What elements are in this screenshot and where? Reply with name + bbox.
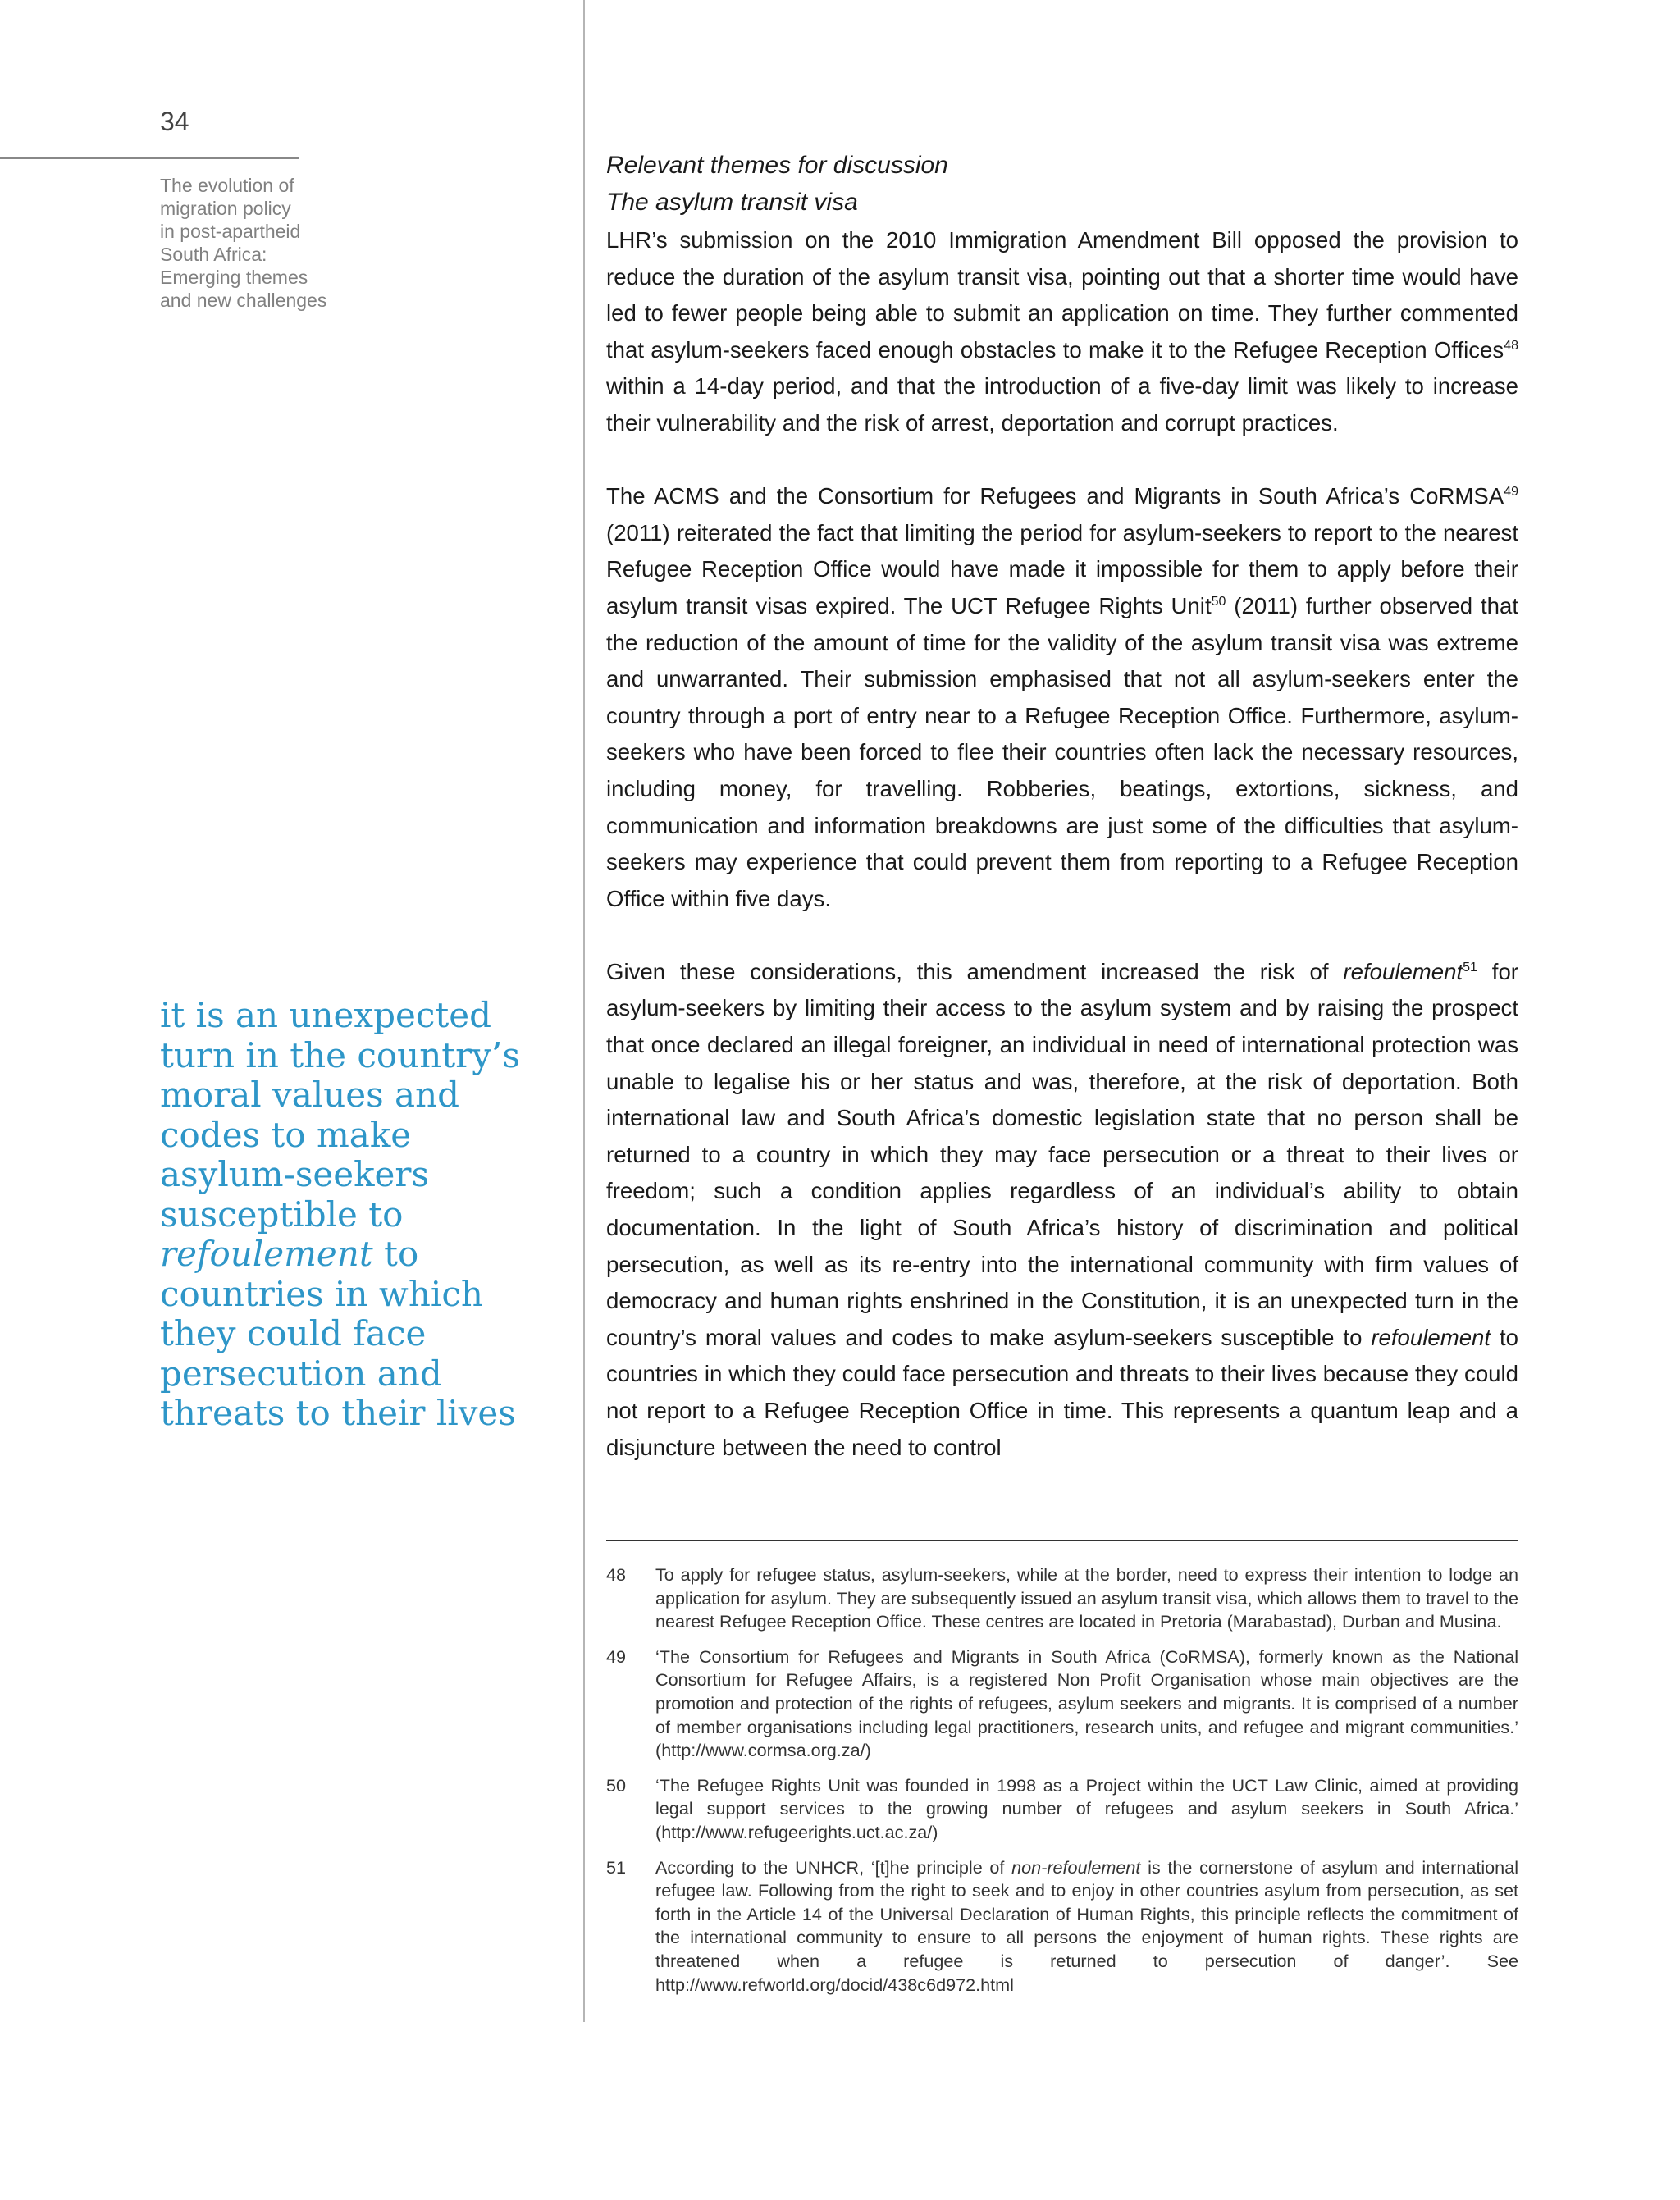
footnote-48 [606,1563,1518,1634]
main-column [606,148,1518,1466]
running-head [160,174,357,312]
footnote-ref-50: 50 [1211,594,1226,609]
body-text: (2011) further observed that the reduction of the amount of time for the validity of the asylum transit visa was extreme and unwarranted. Their submission emphasised that not all asylum-seekers enter the country through a port of entry near to a Refugee Reception Office. Furthermore, asylum-seekers who have been forced to flee their countries often lack the necessary resources, including money, for travelling. Robberies, beatings, extortions, sickness, and communication and information breakdowns are just some of the difficulties that asylum-seekers may experience that could prevent them from reporting to a Refugee Reception Office within five days. [606,592,1518,911]
body-paragraph-2 [606,478,1518,917]
body-text: to countries in which they could face persecution and threats to their lives because they could not report to a Refugee Reception Office in time. This represents a quantum leap and a disjuncture between the need to control [606,1324,1518,1460]
body-text: LHR’s submission on the 2010 Immigration Amendment Bill opposed the provision to reduce the duration of the asylum transit visa, pointing out that a shorter time would have led to fewer people being able to submit an application on time. They further commented that asylum-seekers faced enough obstacles to make it to the Refugee Reception Offices [606,227,1518,363]
footnote-text: ‘The Consortium for Refugees and Migrants in South Africa (CoRMSA), formerly known as the National Consortium for Refugee Affairs, is a registered Non Profit Organisation whose main objectives are the promotion and protection of the rights of refugees, asylum seekers and migrants. It is comprised of a number of member organisations including legal practitioners, research units, and refugee and migrant communities.’ (http://www.cormsa.org.za/) [655,1645,1518,1761]
footnote-50 [606,1774,1518,1845]
running-head-line: in post-apartheid [160,221,301,242]
footnote-text-part: is the cornerstone of asylum and international refugee law. Following from the right to seek and to enjoy in other countries asylum from persecution, as set forth in the Article 14 of the Universal Declaration of Human Rights, this principle reflects the commitment of the international community to ensure to all persons the enjoyment of human rights. These rights are threatened when a refugee is returned to persecution of danger’. See http://www.refworld.org/docid/438c6d972.html [655,1856,1518,1995]
body-paragraph-3 [606,954,1518,1466]
footnote-text: ‘The Refugee Rights Unit was founded in 1998 as a Project within the UCT Law Clinic, aimed at providing legal support services to the growing number of refugees and asylum seekers in South Africa.’ (http://www.refugeerights.uct.ac.za/) [655,1774,1518,1842]
footnote-rule [606,1540,1518,1541]
footnote-ref-48: 48 [1504,338,1518,353]
footnote-text-part: According to the UNHCR, ‘[t]he principle of [655,1856,1012,1878]
page-number: 34 [160,107,189,136]
running-head-line: The evolution of [160,175,294,196]
body-text: within a 14-day period, and that the introduction of a five-day limit was likely to increase their vulnerability and the risk of arrest, deportation and corrupt practices. [606,373,1518,436]
column-divider [583,0,585,2022]
footnote-text [655,1856,1518,1997]
body-text: Given these considerations, this amendment increased the risk of [606,958,1344,984]
footnote-number: 50 [606,1774,627,1796]
side-rule [0,157,299,159]
body-text: The ACMS and the Consortium for Refugees and Migrants in South Africa’s CoRMSA [606,483,1504,509]
footnote-text: To apply for refugee status, asylum-seekers, while at the border, need to express their intention to lodge an application for asylum. They are subsequently issued an asylum transit visa, which allows them to travel to the nearest Refugee Reception Office. These centres are located in Pretoria (Marabastad), Durban and Musina. [655,1564,1518,1632]
running-head-line: South Africa: [160,244,267,265]
subsection-heading: The asylum transit visa [606,188,858,216]
body-text: for asylum-seekers by limiting their access to the asylum system and by raising the prospect that once declared an illegal foreigner, an individual in need of international protection was unable to legalise his or her status and was, therefore, at the risk of deportation. Both international law and South Africa’s domestic legislation state that no person shall be returned to a country in which they may face persecution or a threat to their lives or freedom; such a condition applies regardless of an individual’s ability to obtain documentation. In the light of South Africa’s history of discrimination and political persecution, as well as its re-entry into the international community with firm values of democracy and human rights enshrined in the Constitution, it is an unexpected turn in the country’s moral values and codes to make asylum-seekers susceptible to [606,958,1518,1350]
footnote-number: 49 [606,1645,627,1667]
footnote-ref-49: 49 [1504,484,1518,499]
running-head-line: and new challenges [160,290,327,311]
pull-quote-italic: refoulement [160,1234,373,1274]
footnote-ref-51: 51 [1463,960,1477,974]
running-head-line: Emerging themes [160,267,308,288]
pull-quote-text: to countries in which they could face persecution and threats to their lives [160,1234,516,1433]
body-paragraph-1 [606,222,1518,442]
footnote-italic: non-refoulement [1011,1856,1141,1878]
body-text: (2011) reiterated the fact that limiting the period for asylum-seekers to report to the nearest Refugee Reception Office would have made it impossible for them to apply before their asylum transit visas expired. The UCT Refugee Rights Unit [606,519,1518,618]
footnote-49 [606,1645,1518,1763]
footnote-number: 48 [606,1564,627,1585]
running-head-line: migration policy [160,198,291,219]
footnotes [606,1563,1518,2008]
pull-quote [160,996,521,1434]
footnote-51 [606,1856,1518,1997]
body-italic: refoulement [1343,958,1463,984]
section-heading: Relevant themes for discussion [606,152,948,179]
footnote-number: 51 [606,1856,627,1878]
body-italic: refoulement [1371,1324,1491,1350]
pull-quote-text: it is an unexpected turn in the country’s moral values and codes to make asylum-seekers susceptible to [160,995,520,1235]
